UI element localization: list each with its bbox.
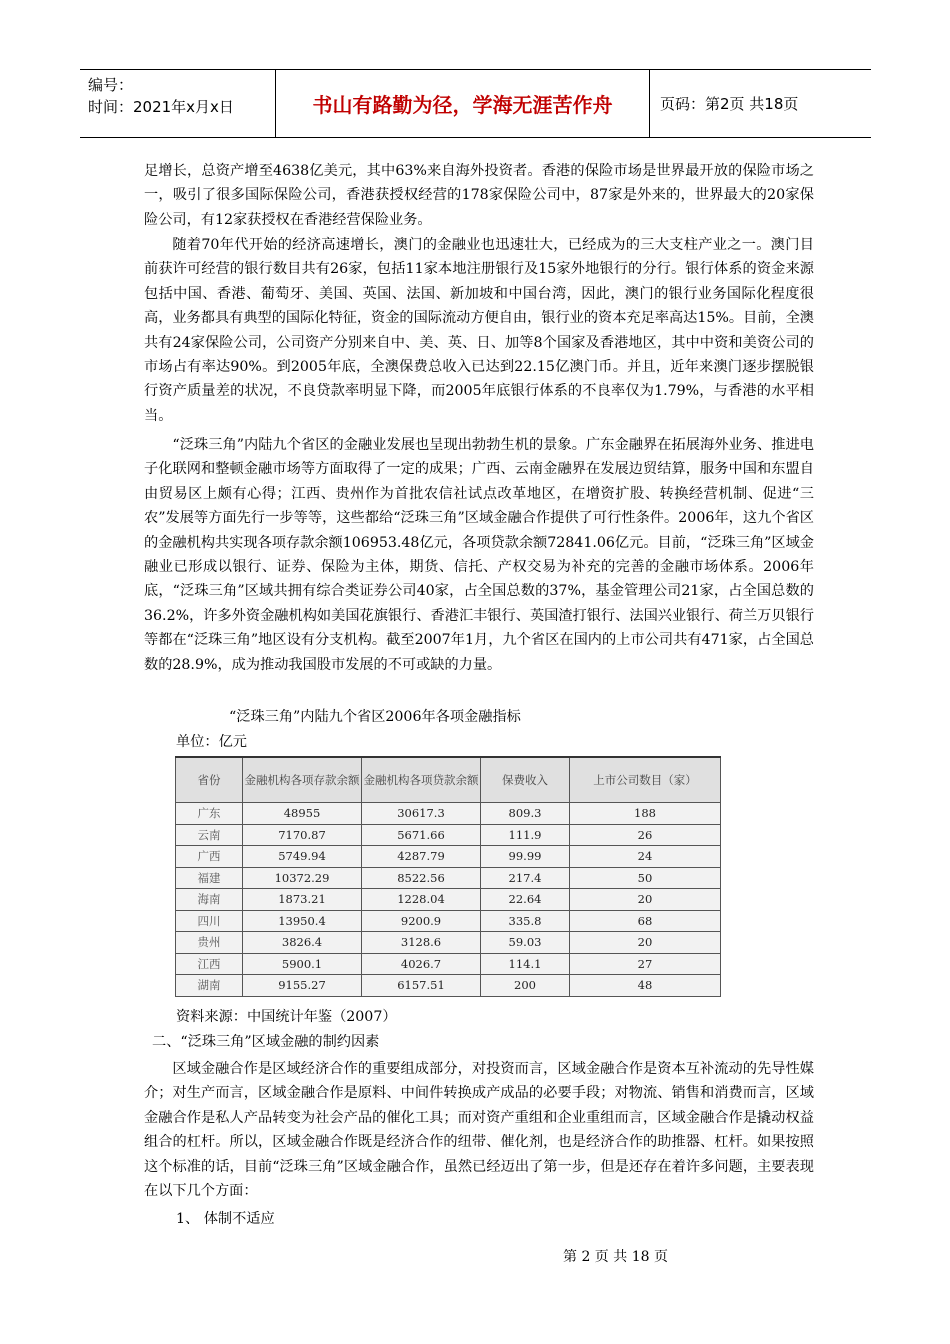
cell-province: 贵州 — [176, 932, 243, 954]
cell-listed: 26 — [570, 824, 721, 846]
cell-loans: 5671.66 — [362, 824, 481, 846]
cell-loans: 3128.6 — [362, 932, 481, 954]
header-loans: 金融机构各项贷款余额 — [362, 757, 481, 803]
cell-premium: 99.99 — [481, 846, 570, 868]
cell-premium: 111.9 — [481, 824, 570, 846]
cell-deposits: 7170.87 — [243, 824, 362, 846]
cell-loans: 1228.04 — [362, 889, 481, 911]
cell-loans: 30617.3 — [362, 803, 481, 825]
cell-province: 广西 — [176, 846, 243, 868]
header-meta — [80, 70, 275, 137]
cell-listed: 188 — [570, 803, 721, 825]
cell-deposits: 9155.27 — [243, 975, 362, 997]
table-row — [176, 953, 721, 975]
cell-deposits: 5749.94 — [243, 846, 362, 868]
cell-premium: 335.8 — [481, 910, 570, 932]
table-row — [176, 803, 721, 825]
page-header — [80, 69, 871, 138]
cell-premium: 22.64 — [481, 889, 570, 911]
cell-premium: 200 — [481, 975, 570, 997]
table-title: “泛珠三角”内陆九个省区2006年各项金融指标 — [229, 709, 521, 725]
cell-premium: 809.3 — [481, 803, 570, 825]
cell-listed: 68 — [570, 910, 721, 932]
number-label: 编号： — [88, 76, 134, 94]
cell-province: 广东 — [176, 803, 243, 825]
cell-province: 云南 — [176, 824, 243, 846]
cell-loans: 4026.7 — [362, 953, 481, 975]
table-row — [176, 975, 721, 997]
cell-listed: 27 — [570, 953, 721, 975]
cell-province: 福建 — [176, 867, 243, 889]
cell-premium: 114.1 — [481, 953, 570, 975]
table-row — [176, 824, 721, 846]
cell-listed: 20 — [570, 932, 721, 954]
section-heading: 二、“泛珠三角”区域金融的制约因素 — [152, 1034, 380, 1050]
cell-premium: 217.4 — [481, 867, 570, 889]
header-motto: 书山有路勤为径，学海无涯苦作舟 — [275, 70, 650, 137]
cell-deposits: 5900.1 — [243, 953, 362, 975]
cell-loans: 4287.79 — [362, 846, 481, 868]
cell-province: 海南 — [176, 889, 243, 911]
table-row — [176, 889, 721, 911]
header-deposits: 金融机构各项存款余额 — [243, 757, 362, 803]
header-premium: 保费收入 — [481, 757, 570, 803]
header-listed-companies: 上市公司数目（家） — [570, 757, 721, 803]
cell-deposits: 1873.21 — [243, 889, 362, 911]
table-row — [176, 910, 721, 932]
cell-listed: 24 — [570, 846, 721, 868]
table-header-row — [176, 757, 721, 803]
table-row — [176, 932, 721, 954]
cell-listed: 50 — [570, 867, 721, 889]
financial-indicators-table — [175, 756, 721, 997]
cell-deposits: 3826.4 — [243, 932, 362, 954]
cell-deposits: 13950.4 — [243, 910, 362, 932]
header-page-number: 页码：第2页 共18页 — [660, 95, 799, 113]
page-footer: 第 2 页 共 18 页 — [563, 1249, 668, 1265]
paragraph-hk-insurance: 足增长，总资产增至4638亿美元，其中63%来自海外投资者。香港的保险市场是世界最开放的保险市场之一，吸引了很多国际保险公司，香港获授权经营的178家保险公司中，87家是外来的，世界最大的20家保险公司，有12家获授权在香港经营保险业务。 — [144, 163, 814, 228]
list-item-heading: 1、 体制不适应 — [176, 1211, 275, 1227]
cell-listed: 48 — [570, 975, 721, 997]
cell-listed: 20 — [570, 889, 721, 911]
paragraph-macau: 随着70年代开始的经济高速增长，澳门的金融业也迅速壮大，已经成为的三大支柱产业之一。澳门目前获许可经营的银行数目共有26家，包括11家本地注册银行及15家外地银行的分行。银行体系的资金来源包括中国、香港、葡萄牙、美国、英国、法国、新加坡和中国台湾，因此，澳门的银行业务国际化程度很高，业务都具有典型的国际化特征，资金的国际流动方便自由，银行业的资本充足率高达15%。目前，全澳共有24家保险公司，公司资产分别来自中、美、英、日、加等8个国家及香港地区，其中中资和美资公司的市场占有率达90%。到2005年底，全澳保费总收入已达到22.15亿澳门币。并且，近年来澳门逐步摆脱银行资产质量差的状况，不良贷款率明显下降，而2005年底银行体系的不良率仅为1.79%，与香港的水平相当。 — [144, 237, 814, 424]
cell-premium: 59.03 — [481, 932, 570, 954]
date-label: 时间：2021年x月x日 — [88, 98, 234, 116]
table-source: 资料来源：中国统计年鉴（2007） — [176, 1009, 397, 1025]
table-unit: 单位：亿元 — [176, 734, 247, 750]
cell-loans: 8522.56 — [362, 867, 481, 889]
table-row — [176, 846, 721, 868]
header-province: 省份 — [176, 757, 243, 803]
cell-province: 四川 — [176, 910, 243, 932]
cell-province: 湖南 — [176, 975, 243, 997]
cell-deposits: 48955 — [243, 803, 362, 825]
paragraph-regional-cooperation: 区域金融合作是区域经济合作的重要组成部分，对投资而言，区域金融合作是资本互补流动的先导性媒介；对生产而言，区域金融合作是原料、中间件转换成产成品的必要手段；对物流、销售和消费而言，区域金融合作是私人产品转变为社会产品的催化工具；而对资产重组和企业重组而言，区域金融合作是撬动权益组合的杠杆。所以，区域金融合作既是经济合作的纽带、催化剂，也是经济合作的助推器、杠杆。如果按照这个标准的话，目前“泛珠三角”区域金融合作，虽然已经迈出了第一步，但是还存在着许多问题，主要表现在以下几个方面： — [144, 1061, 814, 1200]
cell-deposits: 10372.29 — [243, 867, 362, 889]
table-row — [176, 867, 721, 889]
cell-loans: 9200.9 — [362, 910, 481, 932]
cell-province: 江西 — [176, 953, 243, 975]
cell-loans: 6157.51 — [362, 975, 481, 997]
paragraph-pan-pearl-river: “泛珠三角”内陆九个省区的金融业发展也呈现出勃勃生机的景象。广东金融界在拓展海外业务、推进电子化联网和整顿金融市场等方面取得了一定的成果；广西、云南金融界在发展边贸结算，服务中国和东盟自由贸易区上颇有心得；江西、贵州作为首批农信社试点改革地区，在增资扩股、转换经营机制、促进“三农”发展等方面先行一步等等，这些都给“泛珠三角”区域金融合作提供了可行性条件。2006年，这九个省区的金融机构共实现各项存款余额106953.48亿元，各项贷款余额72841.06亿元。目前，“泛珠三角”区域金融业已形成以银行、证券、保险为主体，期货、信托、产权交易为补充的完善的金融市场体系。2006年底，“泛珠三角”区域共拥有综合类证券公司40家，占全国总数的37%，基金管理公司21家，占全国总数的36.2%，许多外资金融机构如美国花旗银行、香港汇丰银行、英国渣打银行、法国兴业银行、荷兰万贝银行等都在“泛珠三角”地区设有分支机构。截至2007年1月，九个省区在国内的上市公司共有471家，占全国总数的28.9%，成为推动我国股市发展的不可或缺的力量。 — [144, 437, 814, 673]
